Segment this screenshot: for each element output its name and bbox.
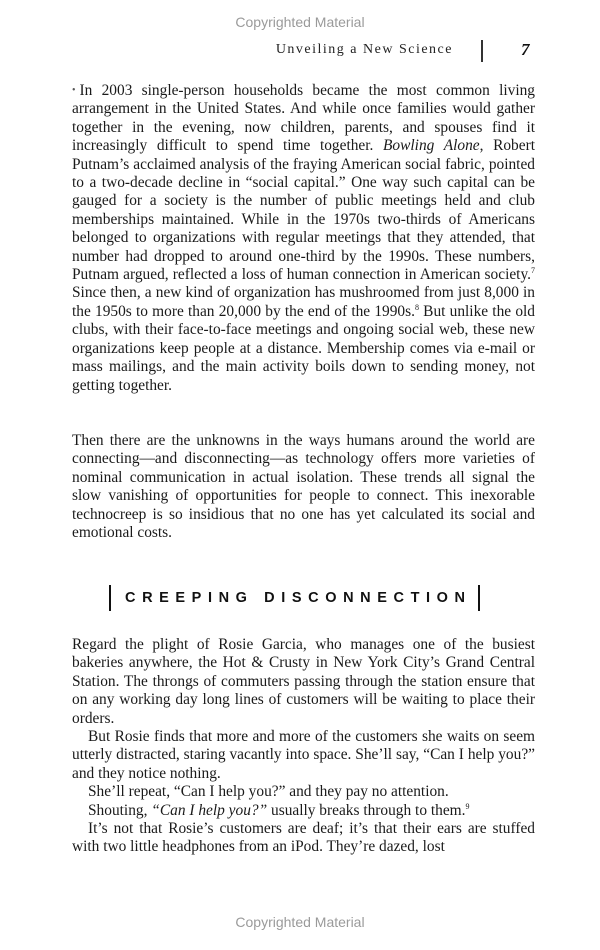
section-title: CREEPING DISCONNECTION xyxy=(125,590,472,606)
paragraph: But Rosie finds that more and more of the customers she waits on seem utterly distracted, staring vacantly into space. She’ll say, “Can I help you?” and they notice nothing. xyxy=(72,728,535,782)
paragraph xyxy=(72,802,535,820)
text-run: Shouting, xyxy=(88,801,152,819)
footnote-ref-9: 9 xyxy=(465,801,470,811)
header-divider xyxy=(481,40,483,62)
paragraph-households xyxy=(72,82,535,395)
paragraph-unknowns xyxy=(72,432,535,542)
section-heading xyxy=(109,585,480,611)
footnote-ref-7: 7 xyxy=(531,265,535,275)
running-title: Unveiling a New Science xyxy=(275,42,453,57)
text-run: Since then, a new kind of organization has mushroomed from just 8,000 in the 1950s to more than 20,000 by the end of the 1990s. xyxy=(72,284,535,320)
paragraph xyxy=(72,82,535,395)
paragraph: She’ll repeat, “Can I help you?” and they pay no attention. xyxy=(88,783,449,801)
section-body xyxy=(72,636,535,857)
text-run: But unlike the old clubs, with their face-to-face meetings and ongoing social web, these new organizations keep people at a distance. Membership comes via e-mail or mass mailings, and the main activity boils down to sending money, not getting together. xyxy=(72,302,535,394)
copyright-watermark-bottom: Copyrighted Material xyxy=(235,914,365,930)
page-number: 7 xyxy=(521,40,530,59)
text-run: , Robert Putnam’s acclaimed analysis of the fraying American social fabric, pointed to a two-decade decline in “social capital.” One way such capital can be gauged for a society is the number of public meetings held and club memberships maintained. While in the 1970s two-thirds of Americans belonged to organizations with regular meetings that they attended, that number had dropped to around one-third by the 1990s. These numbers, Putnam argued, reflected a loss of human connection in American society. xyxy=(72,137,535,284)
copyright-watermark-top: Copyrighted Material xyxy=(235,14,365,30)
text-run: In 2003 single-person households became the most common living arrangement in the United States. And while once families would gather together in the evening, now children, parents, and spouses find it increasingly difficult to spend time together. xyxy=(72,82,535,155)
running-header xyxy=(0,40,600,64)
book-title: Bowling Alone xyxy=(383,137,480,155)
paragraph: Then there are the unknowns in the ways humans around the world are connecting—and disconnecting—as technology offers more varieties of nominal communication in actual isolation. These trends all signal the slow vanishing of opportunities for people to connect. This inexorable technocreep is so insidious that no one has yet calculated its social and emotional costs. xyxy=(72,432,535,542)
paragraph: Regard the plight of Rosie Garcia, who manages one of the busiest bakeries anywhere, the Hot & Crusty in New York City’s Grand Central Station. The throngs of commuters passing through the station ensure that on any working day long lines of customers will be waiting to place their orders. xyxy=(72,636,535,727)
text-run: usually breaks through to them. xyxy=(267,801,466,819)
section-rule-right xyxy=(478,585,480,611)
bullet-marker-icon: • xyxy=(72,85,76,96)
emphasized-quote: “Can I help you?” xyxy=(151,801,268,819)
paragraph: It’s not that Rosie’s customers are deaf; it’s that their ears are stuffed with two little headphones from an iPod. They’re dazed, lost xyxy=(72,820,535,856)
footnote-ref-8: 8 xyxy=(414,302,419,312)
